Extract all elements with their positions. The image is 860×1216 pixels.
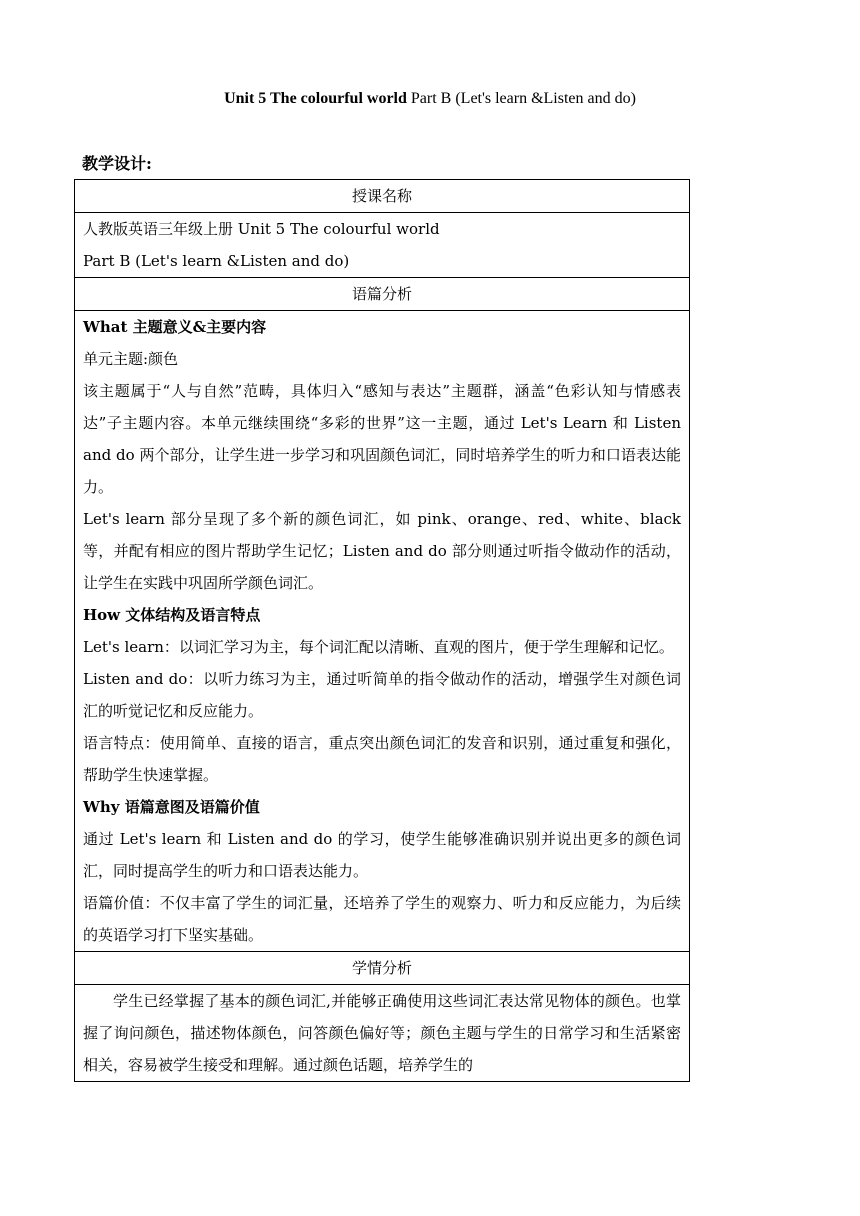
lesson-table bbox=[74, 179, 690, 1082]
text-analysis-header: 语篇分析 bbox=[75, 278, 690, 311]
why-heading: Why 语篇意图及语篇价值 bbox=[83, 798, 260, 816]
what-paragraph-2: Let's learn 部分呈现了多个新的颜色词汇，如 pink、orange、red、white、black 等，并配有相应的图片帮助学生记忆；Listen and do 部分则通过听指令做动作的活动，让学生在实践中巩固所学颜色词汇。 bbox=[83, 510, 681, 592]
course-name-cell bbox=[75, 213, 690, 278]
what-heading: What 主题意义&主要内容 bbox=[83, 318, 267, 336]
why-paragraph-1: 通过 Let's learn 和 Listen and do 的学习，使学生能够准确识别并说出更多的颜色词汇，同时提高学生的听力和口语表达能力。 bbox=[83, 830, 681, 880]
learner-analysis-header: 学情分析 bbox=[75, 952, 690, 985]
course-line-1: 人教版英语三年级上册 Unit 5 The colourful world bbox=[83, 220, 440, 238]
why-paragraph-2: 语篇价值：不仅丰富了学生的词汇量，还培养了学生的观察力、听力和反应能力，为后续的英语学习打下坚实基础。 bbox=[83, 894, 681, 944]
title-unit: Unit 5 The colourful world bbox=[224, 90, 407, 107]
how-paragraph-1: Let's learn：以词汇学习为主，每个词汇配以清晰、直观的图片，便于学生理解和记忆。 bbox=[83, 638, 674, 656]
title-part: Part B (Let's learn &Listen and do) bbox=[406, 90, 636, 107]
how-paragraph-2: Listen and do：以听力练习为主，通过听简单的指令做动作的活动，增强学生对颜色词汇的听觉记忆和反应能力。 bbox=[83, 670, 681, 720]
what-paragraph-1: 该主题属于“人与自然”范畴，具体归入“感知与表达”主题群，涵盖“色彩认知与情感表达”子主题内容。本单元继续围绕“多彩的世界”这一主题，通过 Let's Learn 和 Listen and do 两个部分，让学生进一步学习和巩固颜色词汇，同时培养学生的听力和口语表达能力。 bbox=[83, 382, 681, 496]
document-title bbox=[0, 89, 860, 109]
course-line-2: Part B (Let's learn &Listen and do) bbox=[83, 252, 350, 270]
how-paragraph-3: 语言特点：使用简单、直接的语言，重点突出颜色词汇的发音和识别，通过重复和强化，帮助学生快速掌握。 bbox=[83, 734, 681, 784]
course-name-header: 授课名称 bbox=[75, 180, 690, 213]
how-heading: How 文体结构及语言特点 bbox=[83, 606, 261, 624]
learner-analysis-cell bbox=[75, 985, 690, 1082]
learner-paragraph: 学生已经掌握了基本的颜色词汇,并能够正确使用这些词汇表达常见物体的颜色。也掌握了询问颜色，描述物体颜色，问答颜色偏好等；颜色主题与学生的日常学习和生活紧密相关，容易被学生接受和理解。通过颜色话题，培养学生的 bbox=[83, 992, 681, 1074]
text-analysis-cell bbox=[75, 311, 690, 952]
section-label: 教学设计: bbox=[82, 154, 152, 173]
unit-theme: 单元主题:颜色 bbox=[83, 350, 179, 368]
